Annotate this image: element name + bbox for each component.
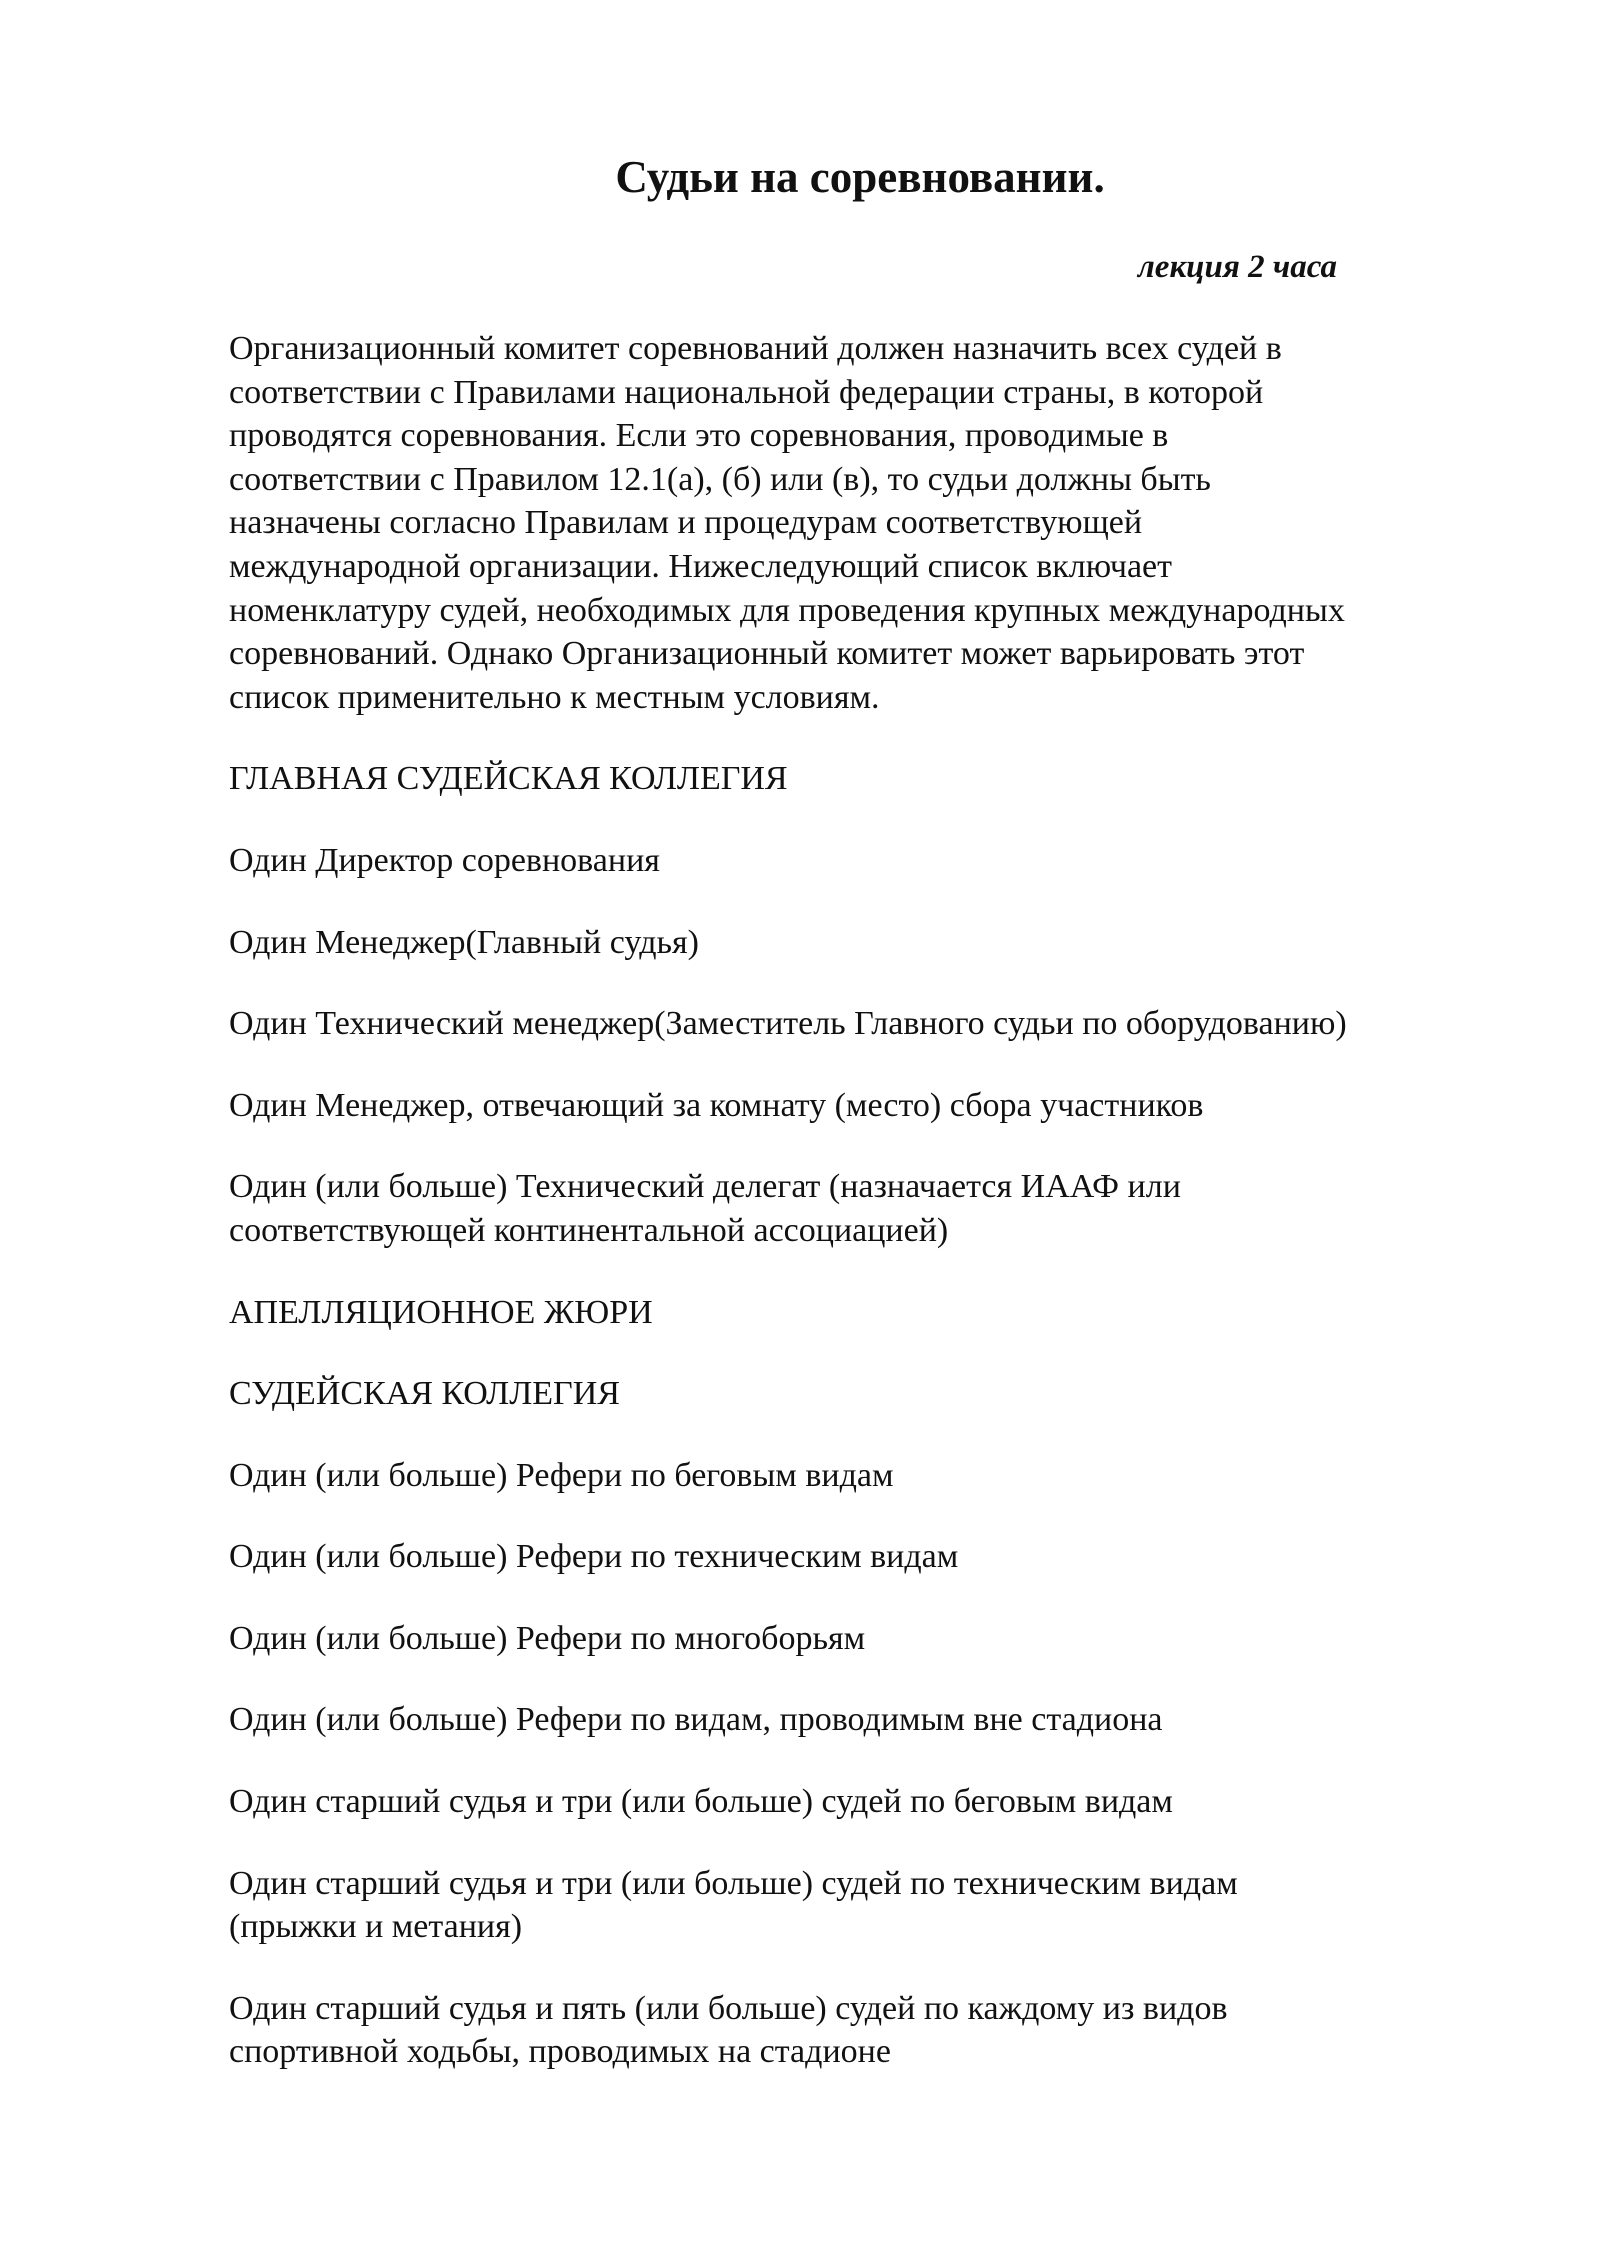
list-item: Один (или больше) Рефери по многоборьям (229, 1619, 866, 1657)
list-item: Один Менеджер, отвечающий за комнату (место) сбора участников (229, 1086, 1204, 1124)
section-heading-appeal-jury: АПЕЛЛЯЦИОННОЕ ЖЮРИ (229, 1293, 653, 1331)
list-item: Один старший судья и три (или больше) судей по беговым видам (229, 1783, 1173, 1821)
list-item: Один Директор соревнования (229, 841, 660, 879)
list-item: Один старший судья и пять (или больше) судей по каждому из видов спортивной ходьбы, проводимых на стадионе (229, 1989, 1228, 2071)
list-item: Один (или больше) Рефери по беговым видам (229, 1456, 894, 1494)
list-item: Один Менеджер(Главный судья) (229, 923, 699, 961)
list-item: Один Технический менеджер(Заместитель Главного судьи по оборудованию) (229, 1005, 1347, 1043)
list-item: Один (или больше) Рефери по техническим видам (229, 1538, 959, 1576)
intro-paragraph: Организационный комитет соревнований должен назначить всех судей в соответствии с Правилами национальной федерации страны, в которой проводятся соревнования. Если это соревнования, проводимые в соответствии с Правилом 12.1(а), (б) или (в), то судьи должны быть назначены согласно Правилам и процедурам соответствующей международной организации. Нижеследующий список включает номенклатуру судей, необходимых для проведения крупных международных соревнований. Однако Организационный комитет может варьировать этот список применительно к местным условиям. (229, 330, 1345, 716)
section-heading-judges-board: СУДЕЙСКАЯ КОЛЛЕГИЯ (229, 1375, 620, 1413)
list-item: Один (или больше) Рефери по видам, проводимым вне стадиона (229, 1701, 1163, 1739)
lecture-duration: лекция 2 часа (1137, 249, 1337, 285)
page-title: Судьи на соревновании. (615, 152, 1105, 202)
list-item: Один (или больше) Технический делегат (назначается ИААФ или соответствующей континентальной ассоциацией) (229, 1168, 1181, 1249)
section-heading-main-board: ГЛАВНАЯ СУДЕЙСКАЯ КОЛЛЕГИЯ (229, 760, 788, 798)
document-body (229, 327, 1529, 2112)
list-item: Один старший судья и три (или больше) судей по техническим видам (прыжки и метания) (229, 1864, 1238, 1946)
